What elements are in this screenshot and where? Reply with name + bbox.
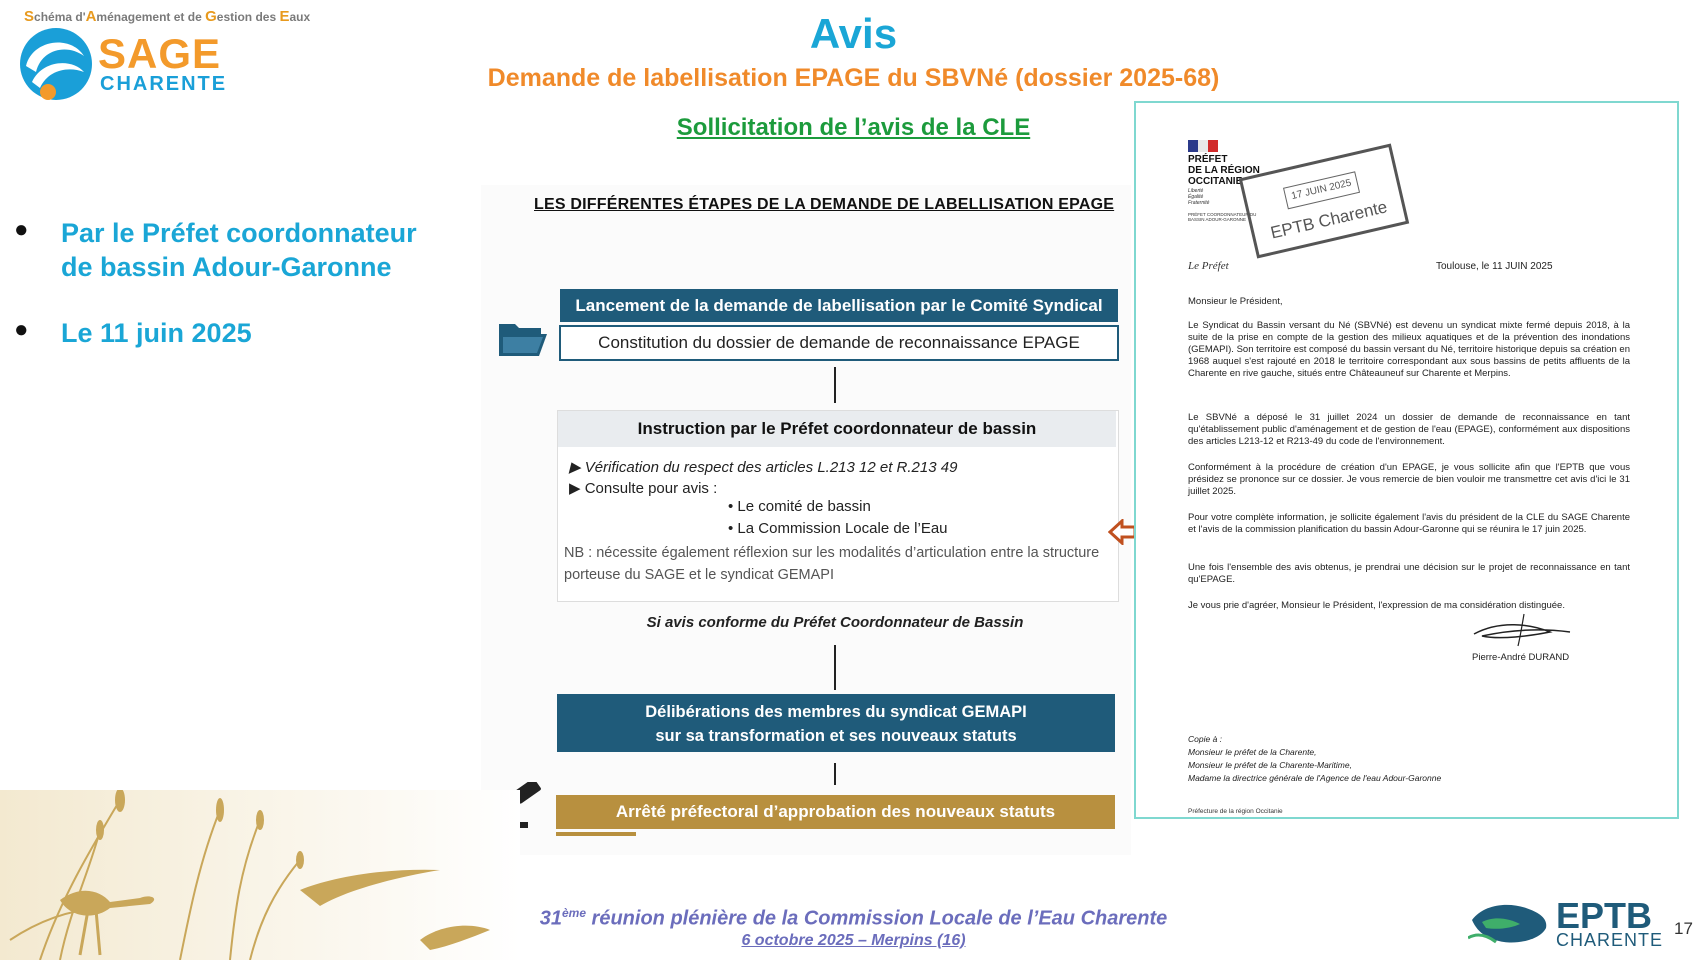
letter-paragraph: Conformément à la procédure de création d'un EPAGE, je vous sollicite afin que l'EPTB que vous présidez se prononce sur ce dossier. Je vous remercie de bien vouloir me transmettre cet avis d'ici le 31 juillet 2025. (1188, 462, 1630, 497)
tagline-part: S (24, 8, 35, 25)
flow-step-deliberations (557, 694, 1115, 752)
letter-paragraph: Le Syndicat du Bassin versant du Né (SBVNé) est devenu un syndicat mixte fermé depuis 2018, à la suite de la prise en compte de la gestion des milieux aquatiques et de la prévention des inondations (GEMAPI). Son territoire est composé du bassin versant du Né, territoire historique depuis sa création en 1968 auquel s'est rajouté en 2018 le territoire correspondant aux sous bassins de petits affluents de la Charente en rive gauche, situés entre Châteauneuf sur Charente et Merpins. (1188, 320, 1630, 379)
tagline-part: ménagement et de (96, 10, 206, 24)
letter-paragraph: Pour votre complète information, je sollicite également l'avis du président de la CLE du SAGE Charente et l'avis de la commission planification du bassin Adour-Garonne qui se réunira le 17 juin 2025. (1188, 512, 1630, 535)
copy-line: Madame la directrice générale de l'Agence de l'eau Adour-Garonne (1188, 773, 1442, 783)
letter-signatory: Pierre-André DURAND (1472, 652, 1570, 663)
flow-step-arrete: Arrêté préfectoral d’approbation des nouveaux statuts (556, 795, 1115, 829)
copy-line: Monsieur le préfet de la Charente, (1188, 747, 1317, 757)
copy-title: Copie à : (1188, 734, 1223, 744)
bullet-item (14, 216, 454, 286)
letter-le-prefet: Le Préfet (1188, 260, 1229, 272)
footer-ordinal-suffix: ème (561, 906, 586, 920)
bullet-dot-icon: ● (14, 216, 29, 243)
letter-paragraph: Une fois l'ensemble des avis obtenus, je prendrai une décision sur le projet de reconnaissance en tant qu'EPAGE. (1188, 562, 1630, 585)
stamp-name: EPTB Charente (1268, 197, 1390, 243)
flow-step-instruction-title: Instruction par le Préfet coordonnateur de bassin (558, 411, 1116, 447)
deliberations-line: sur sa transformation et ses nouveaux statuts (655, 727, 1017, 745)
sender-line: OCCITANIE (1188, 176, 1243, 187)
sender-line: DE LA RÉGION (1188, 165, 1260, 176)
footer-meeting-date: 6 octobre 2025 – Merpins (16) (741, 932, 966, 949)
letter-footer: Préfecture de la région Occitanie (1188, 808, 1283, 815)
instruction-line: • Le comité de bassin (728, 498, 871, 515)
letter-paragraph: Je vous prie d'agréer, Monsieur le Président, l'expression de ma considération distinguée. (1188, 600, 1565, 611)
flowchart-title: LES DIFFÉRENTES ÉTAPES DE LA DEMANDE DE LABELLISATION EPAGE (534, 196, 1115, 213)
tagline-part: chéma d' (34, 10, 86, 24)
bullet-line: Par le Préfet coordonnateur (61, 218, 417, 248)
eptb-logo-icon (1468, 898, 1552, 948)
signature-icon (1470, 610, 1580, 650)
cle-request-link[interactable]: Sollicitation de l’avis de la CLE (676, 114, 1031, 141)
tagline-part: A (85, 8, 97, 25)
letter-motto (1188, 188, 1209, 206)
motto-line: Fraternité (1188, 200, 1210, 206)
sage-logo-word: SAGE (98, 30, 222, 77)
sender-line: PRÉFET (1188, 154, 1228, 165)
stamp-date: 17 JUIN 2025 (1283, 171, 1360, 209)
instruction-line: ▶ Consulte pour avis : (569, 480, 718, 497)
bullet-text (61, 316, 252, 350)
slide-title: Avis (809, 10, 898, 57)
letter-salutation: Monsieur le Président, (1188, 296, 1283, 307)
motto-line: Liberté (1188, 188, 1204, 194)
letter-paragraph: Le SBVNé a déposé le 31 juillet 2024 un dossier de demande de reconnaissance en tant qu'établissement public d'aménagement et de gestion de l'eau (EPAGE), conformément aux dispositions des articles L213-12 et R213-49 du code de l'environnement. (1188, 412, 1630, 447)
footer-ordinal: 31 (539, 907, 562, 930)
flow-step-dossier: Constitution du dossier de demande de reconnaissance EPAGE (559, 325, 1119, 361)
flow-step-launch: Lancement de la demande de labellisation par le Comité Syndical (560, 289, 1118, 322)
letter-sender-dept: PRÉFET COORDONNATEUR DU BASSIN ADOUR-GARONNE (1188, 212, 1257, 222)
tagline-part: estion des (216, 10, 280, 24)
arrow-left-icon (1108, 519, 1136, 545)
flow-arrow-down-icon (834, 645, 836, 690)
folder-icon (497, 318, 549, 358)
footer-meeting-text: réunion plénière de la Commission Locale de l’Eau Charente (586, 907, 1168, 930)
sage-logo-sub: CHARENTE (100, 73, 228, 95)
letter-date: Toulouse, le 11 JUIN 2025 (1436, 261, 1553, 272)
arrete-underline (556, 832, 636, 836)
bullet-line: Le 11 juin 2025 (61, 318, 252, 348)
tagline-part: G (205, 8, 217, 25)
prefect-letter (1134, 101, 1679, 819)
eptb-logo-sub: CHARENTE (1556, 930, 1664, 950)
copy-line: Monsieur le préfet de la Charente-Maritime, (1188, 760, 1352, 770)
footer-meeting-title (0, 906, 1707, 931)
bullet-text (61, 216, 417, 284)
eptb-logo-word: EPTB (1556, 895, 1653, 936)
instruction-line: ▶ Vérification du respect des articles L.213 12 et R.213 49 (569, 459, 958, 476)
motto-line: Égalité (1188, 194, 1204, 200)
instruction-nb: NB : nécessite également réflexion sur les modalités d’articulation entre la structure porteuse du SAGE et le syndicat GEMAPI (564, 545, 1100, 583)
bullet-line: de bassin Adour-Garonne (61, 252, 392, 282)
instruction-line: • La Commission Locale de l’Eau (728, 520, 948, 537)
tagline-part: aux (289, 10, 311, 24)
marianne-logo-icon (1188, 140, 1218, 152)
tagline-part: E (279, 8, 290, 25)
slide-subtitle: Demande de labellisation EPAGE du SBVNé (dossier 2025-68) (487, 64, 1220, 92)
letter-copies (1188, 733, 1441, 785)
flow-arrow-down-icon (834, 763, 836, 785)
deliberations-line: Délibérations des membres du syndicat GEMAPI (645, 703, 1027, 721)
bullet-dot-icon: ● (14, 316, 29, 343)
bullet-item (14, 316, 454, 356)
page-number: 17 (1674, 919, 1693, 938)
flow-arrow-down-icon (834, 367, 836, 403)
flow-condition: Si avis conforme du Préfet Coordonnateur de Bassin (646, 614, 1024, 631)
